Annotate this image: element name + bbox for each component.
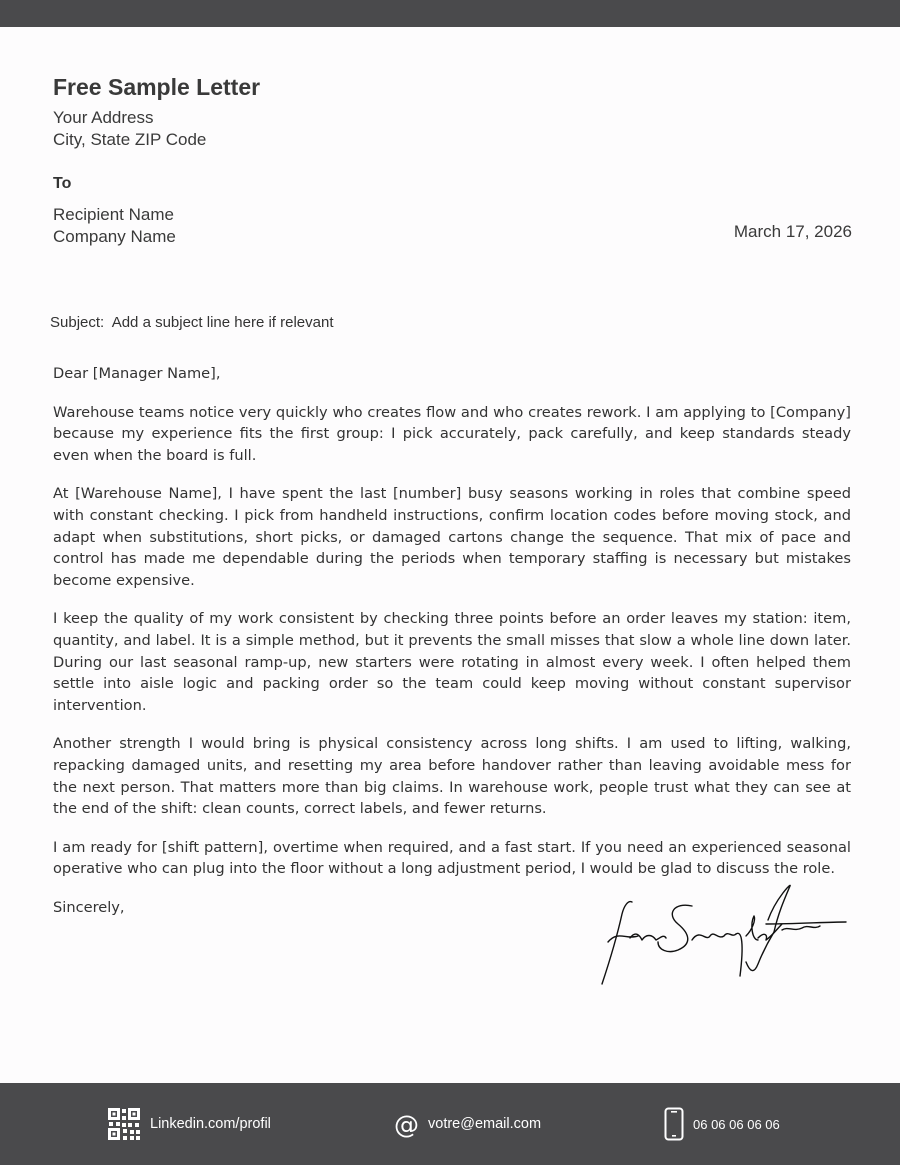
body-paragraph: I am ready for [shift pattern], overtime when required, and a fast start. If you need an experienced seasonal operative who can plug into the floor without a long adjustment period, I would be glad to discuss the role.	[53, 838, 851, 878]
body-paragraph: At [Warehouse Name], I have spent the last [number] busy seasons working in roles that combine speed with constant checking. I pick from handheld instructions, confirm location codes before moving stock, and adapt when substitutions, short picks, or damaged cartons change the sequence. That mix of pace and control has made me dependable during the periods when temporary staffing is necessary but mistakes become expensive.	[53, 485, 851, 589]
subject-line: Subject: Add a subject line here if relevant	[50, 314, 334, 331]
phone-contact[interactable]	[664, 1083, 780, 1165]
signature-scribble	[596, 880, 850, 990]
letter-date: March 17, 2026	[733, 222, 852, 241]
recipient-company: Company Name	[53, 227, 176, 246]
letter-body	[53, 363, 851, 918]
to-label: To	[53, 175, 72, 192]
sender-block	[53, 74, 260, 150]
email-text: votre@email.com	[428, 1116, 542, 1132]
linkedin-text: Linkedin.com/profil	[150, 1116, 271, 1132]
body-paragraph: Another strength I would bring is physical consistency across long shifts. I am used to lifting, walking, repacking damaged units, and resetting my area before handover rather than leaving avoidable mess for the next person. That matters more than big claims. In warehouse work, people trust what they can see at the end of the shift: clean counts, correct labels, and fewer returns.	[53, 735, 851, 818]
footer-bar	[0, 1083, 900, 1165]
phone-icon	[664, 1107, 684, 1141]
email-contact[interactable]	[394, 1083, 541, 1165]
sender-name: Free Sample Letter	[53, 74, 261, 100]
qr-code-icon	[107, 1107, 141, 1141]
linkedin-contact[interactable]	[107, 1083, 271, 1165]
sender-address-line1: Your Address	[53, 108, 154, 127]
body-paragraph: I keep the quality of my work consistent by checking three points before an order leaves my station: item, quantity, and label. It is a simple method, but it prevents the small misses that slow a whole line down later. During our last seasonal ramp-up, new starters were rotating in almost every week. I often helped them settle into aisle logic and packing order so the team could keep moving without constant supervisor intervention.	[53, 610, 851, 714]
at-sign-icon: @	[394, 1109, 419, 1139]
body-paragraph: Warehouse teams notice very quickly who creates flow and who creates rework. I am applying to [Company] because my experience fits the first group: I pick accurately, pack carefully, and keep standards steady even when the board is full.	[53, 403, 851, 464]
recipient-block	[53, 204, 176, 248]
sender-address-line2: City, State ZIP Code	[53, 129, 207, 149]
salutation: Dear [Manager Name],	[53, 365, 221, 382]
closing: Sincerely,	[53, 898, 125, 916]
phone-text: 06 06 06 06 06	[693, 1116, 780, 1132]
signature-image	[596, 880, 850, 990]
recipient-name: Recipient Name	[53, 205, 174, 224]
header-bar	[0, 0, 900, 27]
